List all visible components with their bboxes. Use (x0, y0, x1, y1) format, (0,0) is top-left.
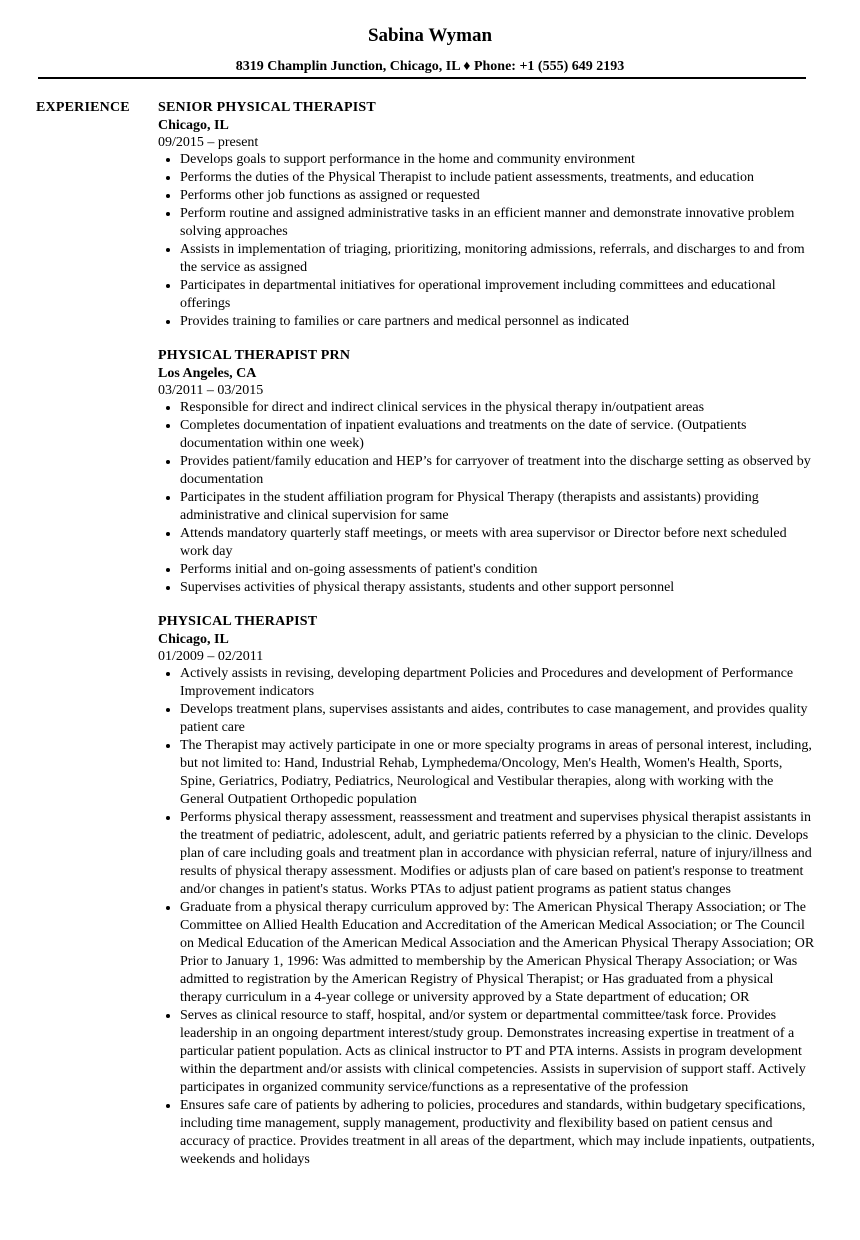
duty-item: • Develops goals to support performance in the home and community environment (180, 151, 818, 169)
duty-item: • Participates in departmental initiatives for operational improvement including committees and educational offerings (180, 277, 818, 313)
duty-item: • Supervises activities of physical therapy assistants, students and other support personnel (180, 579, 818, 597)
duty-item: • Provides patient/family education and HEP’s for carryover of treatment into the discharge setting as observed by documentation (180, 453, 818, 489)
duty-item: • Attends mandatory quarterly staff meetings, or meets with area supervisor or Director before next scheduled work day (180, 525, 818, 561)
duty-item: • Actively assists in revising, developing department Policies and Procedures and development of Performance Improvement indicators (180, 665, 818, 701)
duty-item: • Performs physical therapy assessment, reassessment and treatment and supervises physical therapist assistants in the treatment of pediatric, adolescent, adult, and geriatric patients referred by a physician to the clinic. Develops plan of care including goals and treatment plan in accordance with physician referral, nature of injury/illness and results of physical therapy assessment. Modifies or adjusts plan of care based on patient's response to treatment and/or changes in patient's status. Works PTAs to adjust patient programs as patient status changes (180, 809, 818, 899)
duty-item: • Participates in the student affiliation program for Physical Therapy (therapists and assistants) providing administrative and clinical supervision for same (180, 489, 818, 525)
job-dates: 09/2015 – present (158, 135, 259, 150)
candidate-name: Sabina Wyman (367, 25, 493, 46)
job-entry (158, 99, 818, 331)
duty-list (158, 399, 818, 597)
duty-item: • The Therapist may actively participate in one or more specialty programs in areas of personal interest, including, but not limited to: Hand, Industrial Rehab, Lymphedema/Oncology, Men's Health, Women's Health, Sports, Spine, Geriatrics, Podiatry, Pediatrics, Neurological and Vestibular therapies, along with working with the General Outpatient Orthopedic population (180, 737, 818, 809)
job-location: Chicago, IL (158, 118, 229, 133)
job-dates: 03/2011 – 03/2015 (158, 383, 264, 398)
duty-item: • Performs the duties of the Physical Therapist to include patient assessments, treatments, and education (180, 169, 818, 187)
duty-item: • Completes documentation of inpatient evaluations and treatments on the date of service. (Outpatients documentation within one week) (180, 417, 818, 453)
experience-list (158, 99, 818, 1185)
job-title: PHYSICAL THERAPIST PRN (158, 348, 351, 363)
duty-list (158, 665, 818, 1169)
job-title: SENIOR PHYSICAL THERAPIST (158, 100, 376, 115)
duty-item: • Graduate from a physical therapy curriculum approved by: The American Physical Therapy Association; or The Committee on Allied Health Education and Accreditation of the American Medical Association; or The Council on Medical Education of the American Medical Association and the American Physical Therapy Association; OR Prior to January 1, 1996: Was admitted to membership by the American Physical Therapy Association; or Was admitted to registration by the American Registry of Physical Therapist; or Has graduated from a physical therapy curriculum in a 4-year college or university approved by a State department of education; OR (180, 899, 818, 1007)
duty-item: • Assists in implementation of triaging, prioritizing, monitoring admissions, referrals, and discharges to and from the service as assigned (180, 241, 818, 277)
job-dates: 01/2009 – 02/2011 (158, 649, 264, 664)
job-title: PHYSICAL THERAPIST (158, 614, 318, 629)
duty-item: • Perform routine and assigned administrative tasks in an efficient manner and demonstrate innovative problem solving approaches (180, 205, 818, 241)
resume-header (0, 0, 860, 76)
duty-item: • Serves as clinical resource to staff, hospital, and/or system or departmental committee/task force. Provides leadership in an ongoing department interest/study group. Demonstrates increasing expertise in treatment of a particular patient population. Acts as clinical instructor to PT and PTA interns. Assists in program development within the department and/or assists with clinical competencies. Assists in supervision of support staff. Actively participates in organized community service/functions as a representative of the profession (180, 1007, 818, 1097)
duty-item: • Performs other job functions as assigned or requested (180, 187, 818, 205)
duty-item: • Develops treatment plans, supervises assistants and aides, contributes to case management, and provides quality patient care (180, 701, 818, 737)
duty-item: • Responsible for direct and indirect clinical services in the physical therapy in/outpatient areas (180, 399, 818, 417)
duty-item: • Provides training to families or care partners and medical personnel as indicated (180, 313, 818, 331)
job-entry (158, 347, 818, 597)
duty-list (158, 151, 818, 331)
contact-line: 8319 Champlin Junction, Chicago, IL ♦ Phone: +1 (555) 649 2193 (235, 59, 625, 74)
header-divider (38, 77, 806, 79)
job-location: Chicago, IL (158, 632, 229, 647)
job-location: Los Angeles, CA (158, 366, 257, 381)
job-entry (158, 613, 818, 1169)
section-label-experience: EXPERIENCE (36, 100, 130, 115)
duty-item: • Performs initial and on-going assessments of patient's condition (180, 561, 818, 579)
duty-item: • Ensures safe care of patients by adhering to policies, procedures and standards, within budgetary specifications, including time management, supply management, productivity and flexibility based on patient census and accuracy of practice. Provides treatment in all areas of the department, which may include inpatients, outpatients, weekends and holidays (180, 1097, 818, 1169)
